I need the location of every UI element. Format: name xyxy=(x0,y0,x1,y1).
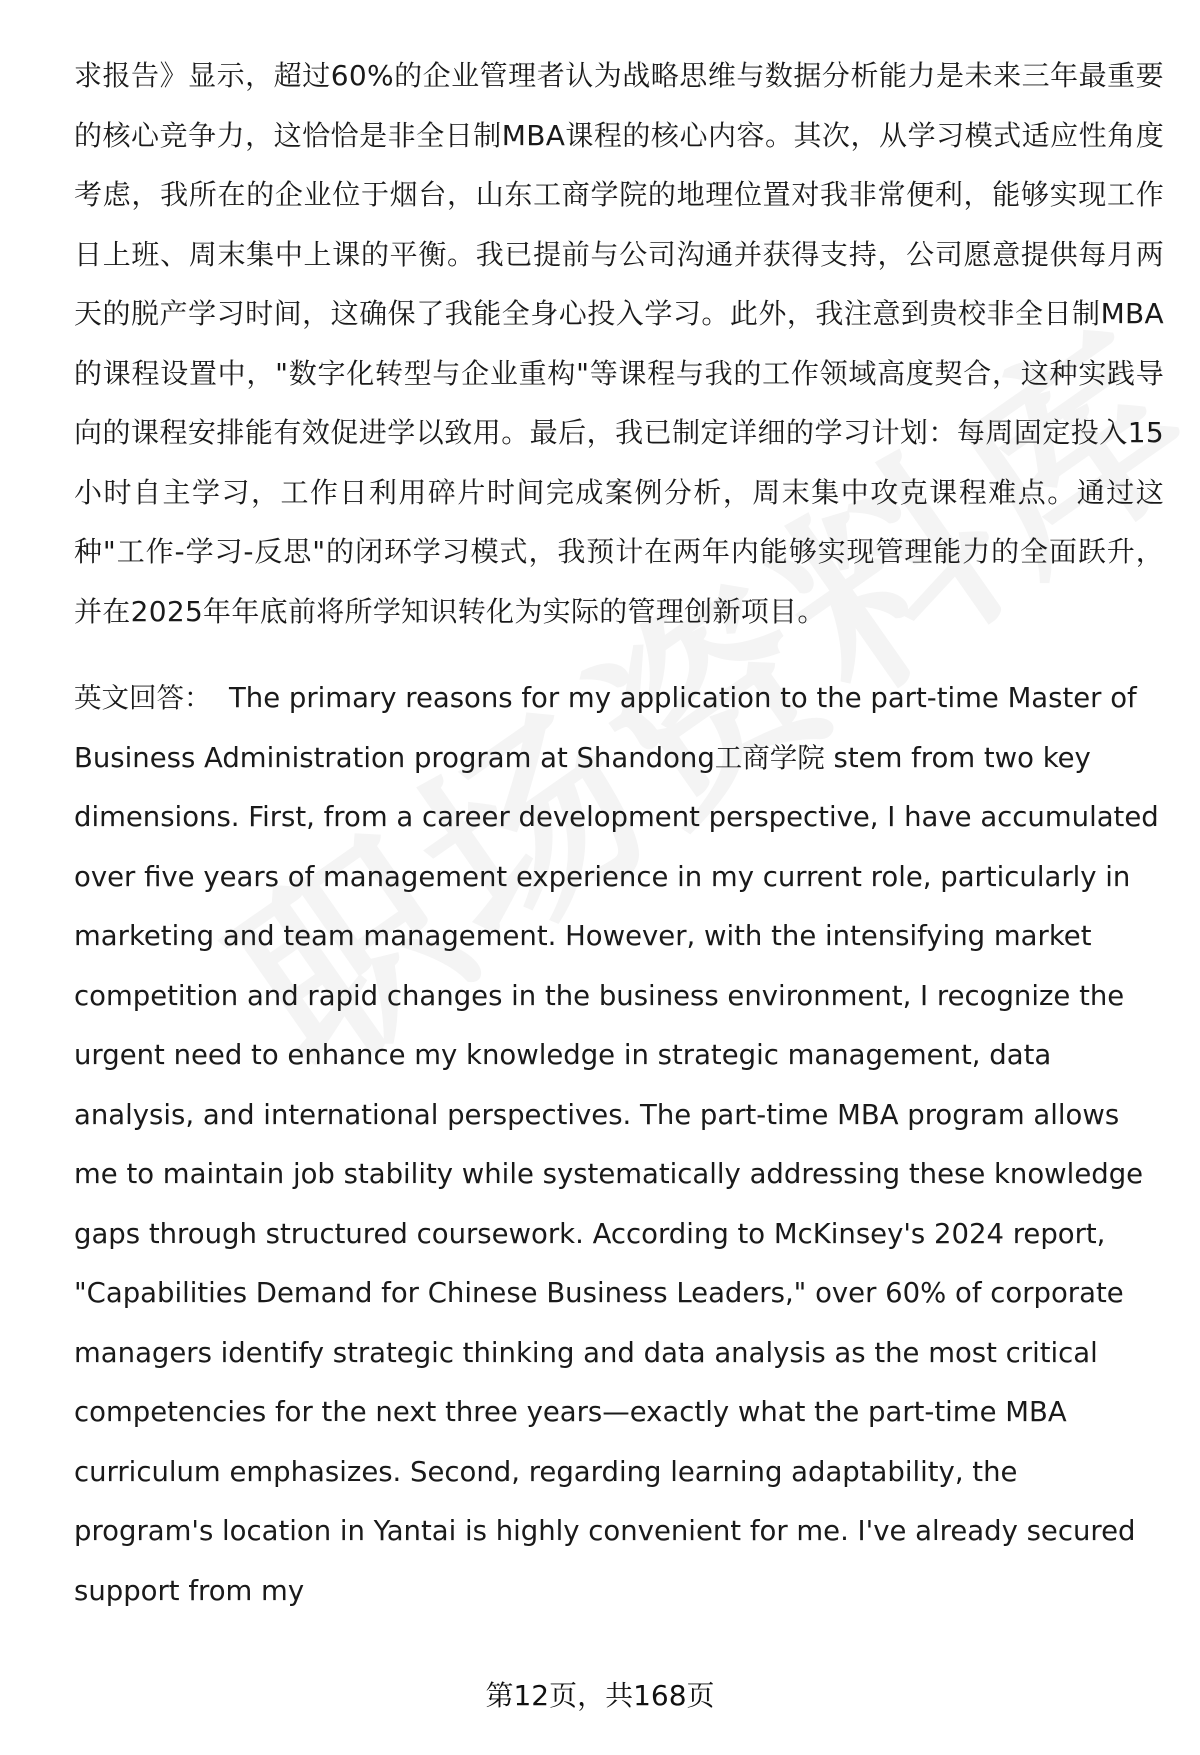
page-indicator: 第12页，共168页 xyxy=(485,1679,715,1712)
chinese-answer-paragraph: 求报告》显示，超过60%的企业管理者认为战略思维与数据分析能力是未来三年最重要的核心竞争力，这恰恰是非全日制MBA课程的核心内容。其次，从学习模式适应性角度考虑，我所在的企业位于烟台，山东工商学院的地理位置对我非常便利，能够实现工作日上班、周末集中上课的平衡。我已提前与公司沟通并获得支持，公司愿意提供每月两天的脱产学习时间，这确保了我能全身心投入学习。此外，我注意到贵校非全日制MBA的课程设置中，"数字化转型与企业重构"等课程与我的工作领域高度契合，这种实践导向的课程安排能有效促进学以致用。最后，我已制定详细的学习计划：每周固定投入15小时自主学习，工作日利用碎片时间完成案例分析，周末集中攻克课程难点。通过这种"工作-学习-反思"的闭环学习模式，我预计在两年内能够实现管理能力的全面跃升，并在2025年年底前将所学知识转化为实际的管理创新项目。 xyxy=(74,59,1164,628)
english-answer-spacer xyxy=(212,682,229,714)
english-answer-text: The primary reasons for my application to the part-time Master of Business Administration program at Shandong工商学院 stem from two key dimensions. First, from a career development perspective, I have accumulated over five years of management experience in my current role, particularly in marketing and team management. However, with the intensifying market competition and rapid changes in the business environment, I recognize the urgent need to enhance my knowledge in strategic management, data analysis, and international perspectives. The part-time MBA program allows me to maintain job stability while systematically addressing these knowledge gaps through structured coursework. According to McKinsey's 2024 report, "Capabilities Demand for Chinese Business Leaders," over 60% of corporate managers identify strategic thinking and data analysis as the most critical competencies for the next three years—exactly what the part-time MBA curriculum emphasizes. Second, regarding learning adaptability, the program's location in Yantai is highly convenient for me. I've already secured support from my xyxy=(74,682,1159,1607)
english-answer-label: 英文回答： xyxy=(74,682,212,714)
english-answer-paragraph xyxy=(74,669,1164,1621)
document-body xyxy=(74,46,1164,1621)
